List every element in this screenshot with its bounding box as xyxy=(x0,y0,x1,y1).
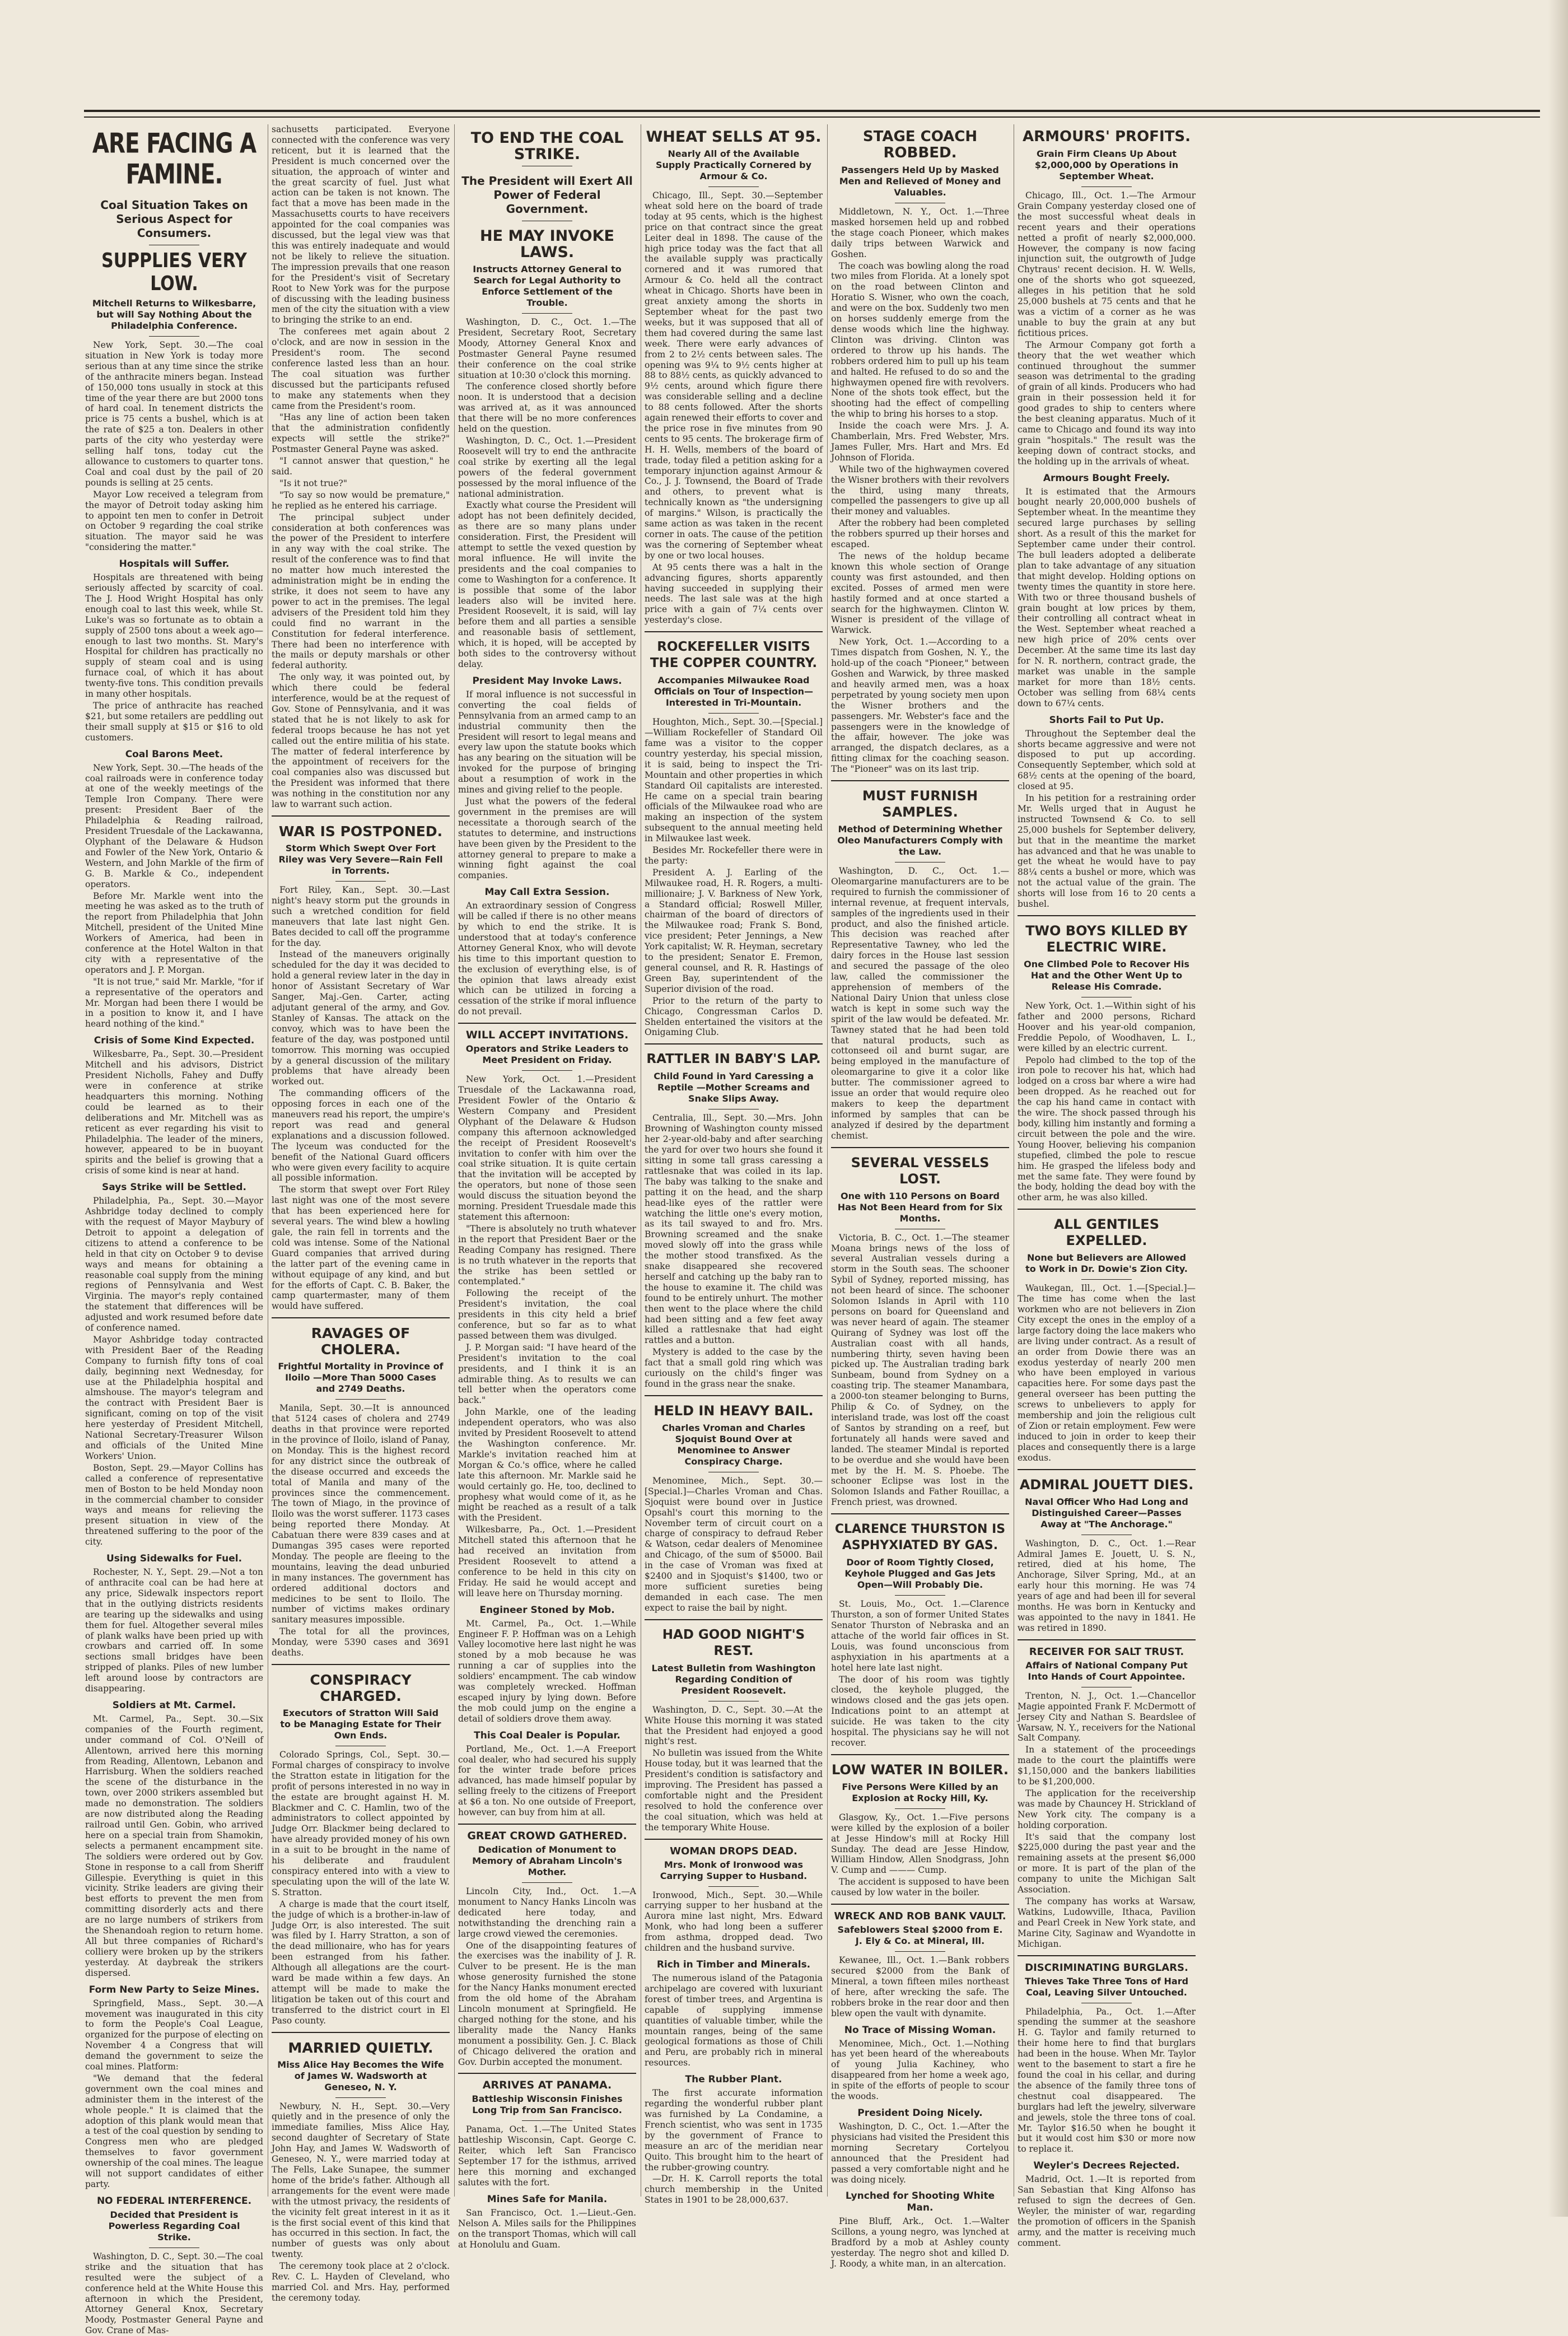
article-paragraph: Madrid, Oct. 1.—It is reported from San Sebastian that King Alfonso has refused to sign the decrees of Gen. Weyler, the minister of war, regarding the promotion of officers in the Spanish army, and the matter is receiving much comment. xyxy=(1018,2174,1196,2248)
deck: Safeblowers Steal $2000 from E. J. Ely & Co. at Mineral, Ill. xyxy=(837,1924,1003,1947)
article-paragraph: Houghton, Mich., Sept. 30.—[Special.]—William Rockefeller of Standard Oil fame was a visitor to the copper country yesterday, his special mission, it is said, being to inspect the Tri-Mountain and other properties in which Standard Oil capitalists are interested. He came on a special train bearing officials of the Milwaukee road who are making an inspection of the system subsequent to the annual meeting held in Milwaukee last week. xyxy=(645,717,823,844)
deck: Mrs. Monk of Ironwood was Carrying Supper to Husband. xyxy=(660,1859,808,1881)
section-subhead: Form New Party to Seize Mines. xyxy=(88,1984,260,1995)
article-paragraph: While two of the highwaymen covered the Wisner brothers with their revolvers the third, using many threats, compelled the passengers to give up all their money and valuables. xyxy=(831,464,1009,517)
headline: ADMIRAL JOUETT DIES. xyxy=(1019,1476,1194,1493)
article-paragraph: The ceremony took place at 2 o'clock. Rev. C. L. Hayden of Cleveland, who married Col. and Mrs. Hay, performed the ceremony today. xyxy=(272,2261,450,2303)
article-paragraph: "It is not true," said Mr. Markle, "for if a representative of the operators and Mr. Morgan had been there I would be in a position to know it, and I have heard nothing of the kind." xyxy=(85,976,263,1029)
section-subhead: NO FEDERAL INTERFERENCE. xyxy=(96,2195,252,2207)
headline: CLARENCE THURSTON IS ASPHYXIATED BY GAS. xyxy=(834,1522,1006,1553)
article-paragraph: The total for all the provinces, Monday, were 5390 cases and 3691 deaths. xyxy=(272,1626,450,1658)
deck: Door of Room Tightly Closed, Keyhole Plugged and Gas Jets Open—Will Probably Die. xyxy=(844,1557,996,1591)
divider xyxy=(831,780,1009,781)
headline: ARE FACING A FAMINE. xyxy=(92,128,256,190)
divider xyxy=(1018,1639,1196,1640)
divider xyxy=(272,815,450,817)
deck: Thieves Take Three Tons of Hard Coal, Leaving Silver Untouched. xyxy=(1024,1975,1189,1998)
article-paragraph: The door of his room was tightly closed, the keyhole plugged, the windows closed and the gas jets open. Indications point to an attempt at suicide. He was taken to the city hospital. The physicians say he will not recover. xyxy=(831,1674,1009,1748)
article-paragraph: Newbury, N. H., Sept. 30.—Very quietly and in the presence of only the immediate families, Miss Alice Hay, second daughter of Secretary of State John Hay, and James W. Wadsworth of Geneseo, N. Y., were married today at The Fells, Lake Sunapee, the summer home of the bride's father. Although all arrangements for the event were made with the utmost privacy, the residents of the vicinity felt great interest in it as it is the first social event of this kind that has occurred in this section. In fact, the number of guests was only about twenty. xyxy=(272,2101,450,2260)
deck: The President will Exert All Power of Federal Government. xyxy=(461,174,633,216)
headline: ROCKEFELLER VISITS THE COPPER COUNTRY. xyxy=(650,640,818,671)
headline: MUST FURNISH SAMPLES. xyxy=(862,788,978,820)
deck: Child Found in Yard Caressing a Reptile —Mother Screams and Snake Slips Away. xyxy=(654,1071,814,1104)
article-paragraph: Rochester, N. Y., Sept. 29.—Not a ton of anthracite coal can be had here at any price, Sidewalk inspectors report that in the outlying districts residents are tearing up the sidewalks and using them for fuel. Altogether several miles of plank walks have been pried up with crowbars and carried off. In some sections small bridges have been stripped of planks. Piles of new lumber left around loose by contractors are disappearing. xyxy=(85,1567,263,1694)
article-paragraph: Exactly what course the President will adopt has not been definitely decided, as there are so many plans under consideration. First, the President will attempt to settle the vexed question by moral influence. He will invite the presidents and the coal companies to come to Washington for a conference. It is possible that some of the labor leaders also will be invited here. President Roosevelt, it is said, will lay before them and all parties a sensible and reasonable basis of settlement, which, it is hoped, will be accepted by both sides to the controversy without delay. xyxy=(458,500,636,669)
divider xyxy=(335,1399,386,1400)
article-paragraph: The coach was bowling along the road two miles from Florida. At a lonely spot on the road between Clinton and Horatio S. Wisner, who own the coach, and were on the box. Suddenly two men on horses suddenly emerge from the dense woods which line the highway. Clinton was driving. Clinton was ordered to throw up his hands. The robbers ordered him to pull up his team and halted. He refused to do so and the highwaymen opened fire with revolvers. None of the shots took effect, but the shooting had the effect of compelling the whip to bring his horses to a stop. xyxy=(831,260,1009,419)
article-paragraph: Colorado Springs, Col., Sept. 30.—Formal charges of conspiracy to involve the Stratton estate in litigation for the profit of persons interested in no way in the estate are brought against H. M. Blackmer and C. C. Hamlin, two of the administrators to collect appointed by Judge Orr. Blackmer being declared to have already provided money of his own in a suit to be brought in the name of his deliberate and fraudulent conspiracy entered into with a view to speculating upon the will of the late W. S. Stratton. xyxy=(272,1750,450,1897)
article-paragraph: Ironwood, Mich., Sept. 30.—While carrying supper to her husband at the Aurora mine last night, Mrs. Edward Monk, who had long been a sufferer from asthma, dropped dead. Two children and the husband survive. xyxy=(645,1890,823,1953)
article-paragraph: Just what the powers of the federal government in the premises are will necessitate a thorough search of the statutes to determine, and instructions have been given by the President to the attorney general to prepare to make a winning fight against the coal companies. xyxy=(458,796,636,881)
article-paragraph: An extraordinary session of Congress will be called if there is no other means by which to end the strike. It is understood that at today's conference Attorney General Knox, who will devote his time to this important question to the exclusion of everything else, is of the opinion that laws already exist which can be utilized in forcing a cessation of the strike if moral influence do not prevail. xyxy=(458,901,636,1017)
article-paragraph: The news of the holdup became known this whole section of Orange county was first astounded, and then excited. Posses of armed men were hastily formed and at once started a search for the highwaymen. Clinton W. Wisner is president of the village of Warwick. xyxy=(831,551,1009,636)
article-paragraph: Menominee, Mich., Sept. 30.—[Special.]—Charles Vroman and Chas. Sjoquist were bound over in Justice Opsahl's court this morning to the November term of circuit court on a charge of conspiracy to defraud Reber & Watson, cedar dealers of Menominee and Chicago, of the sum of $5000. Bail in the case of Vroman was fixed at $2400 and in Sjoquist's $1400, two or more sufficient sureties being demanded in each case. The men expect to raise the bail by night. xyxy=(645,1475,823,1613)
article-paragraph: The principal subject under consideration at both conferences was the power of the President to interfere in any way with the coal strike. The result of the conference was to find that no matter how much interested the administration might be in ending the strike, it does not seem to have any power to act in the premises. The legal advisers of the President told him they could find no warrant in the Constitution for federal interference. There had been no interference with the mails or deputy marshals or other federal authority. xyxy=(272,512,450,671)
deck: Storm Which Swept Over Fort Riley was Very Severe—Rain Fell in Torrents. xyxy=(278,843,443,876)
column-6 xyxy=(1018,124,1196,2248)
article-paragraph: The first accurate information regarding the wonderful rubber plant was furnished by La Condamine, a French scientist, who was sent in 1735 by the government of France to measure an arc of the meridian near Quito. This brought him to the heart of the rubber-growing country. xyxy=(645,2088,823,2172)
headline: RATTLER IN BABY'S LAP. xyxy=(646,1052,821,1067)
divider xyxy=(458,2073,636,2074)
headline: DISCRIMINATING BURGLARS. xyxy=(1025,1961,1188,1974)
article-paragraph: New York, Sept. 30.—The heads of the coal railroads were in conference today at one of the weekly meetings of the Temple Iron Company. There were present: President Baer of the Philadelphia & Reading railroad, President Truesdale of the Lackawanna, Olyphant of the Delaware & Hudson and Fowler of the New York, Ontario & Western, and John Markle of the firm of G. B. Markle & Co., independent operators. xyxy=(85,762,263,889)
deck: Battleship Wisconsin Finishes Long Trip from San Francisco. xyxy=(472,2093,623,2116)
divider xyxy=(708,1886,759,1887)
article-paragraph: The accident is supposed to have been caused by low water in the boiler. xyxy=(831,1877,1009,1898)
article-paragraph: It's said that the company lost $225,000 during the past year and the remaining assets at the present $6,000 or more. It is part of the plan of the company to unite the Michigan Salt Association. xyxy=(1018,1831,1196,1895)
headline: RAVAGES OF CHOLERA. xyxy=(311,1325,410,1358)
divider xyxy=(1018,915,1196,916)
column-3 xyxy=(458,124,636,2250)
article-paragraph: Mt. Carmel, Pa., Sept. 30.—Six companies of the Fourth regiment, under command of Col. O'Neill of Allentown, arrived here this morning from Reading, Allentown, Lebanon and Harrisburg. When the soldiers reached the scene of the disturbance in the town, over 2000 strikers assembled but made no demonstration. The soldiers are now distributed along the Reading railroad until Gen. Gobin, who arrived here on a special train from Shamokin, selects a permanent encampment site. The soldiers were ordered out by Gov. Stone in response to a call from Sheriff Gillespie. Everything is quiet in this vicinity. Strike leaders are giving their best efforts to prevent the men from committing disorderly acts and there are no large numbers of strikers from the Shenandoah region to return home. All but three companies of Richard's colliery were broken up by the strikers yesterday. At daybreak the strikers dispersed. xyxy=(85,1713,263,1978)
divider xyxy=(1081,186,1132,187)
article-paragraph: Chicago, Ill., Sept. 30.—September wheat sold here on the board of trade today at 95 cents, which is the highest price on that contract since the great Leiter deal in 1898. The cause of the high price today was the fact that all the available supply was practically cornered and it was rumored that Armour & Co. held all the contract wheat in Chicago. Shorts have been in great anxiety among the shorts in September wheat for the past two weeks, but it was supposed that all of them had covered during the same last week. There were early advances of from 2 to 2½ cents between sales. The opening was 9¼ to 9½ cents higher at 88 to 88½ cents, as quickly advanced to 9½ cents, around which figure there was considerable selling and a decline to 88 cents followed. After the shorts again renewed their efforts to cover and the price rose in five minutes from 90 cents to 95 cents. The brokerage firm of H. H. Wells, members of the board of trade, today filed a petition asking for a temporary injunction against Armour & Co., J. J. Townsend, the Board of Trade and others, to prevent what is technically known as "the undersigning of margins." Wilson, is practically the same action as was taken in the recent corner in oats. The cause of the petition was the cornering of September wheat by one or two local houses. xyxy=(645,190,823,561)
article-paragraph: Manila, Sept. 30.—It is announced that 5124 cases of cholera and 2749 deaths in that province were reported in the province of Iloilo, island of Panay, on Monday. This is the highest record for any district since the outbreak of the disease occurred and exceeds the total of Manila and many of the provinces since the commencement. The town of Miago, in the province of Iloilo was the worst sufferer. 1173 cases being reported there Monday. At Cabatuan there were 839 cases and at Dumangas 395 cases were reported Monday. The people are fleeing to the mountains, leaving the dead unburied in many instances. The government has ordered additional doctors and medicines to be sent to Iloilo. The number of victims makes ordinary sanitary measures impossible. xyxy=(272,1403,450,1625)
article-paragraph: The storm that swept over Fort Riley last night was one of the most severe that has been experienced here for several years. The wind blew a howling gale, the rain fell in torrents and the cold was intense. Some of the National Guard companies that arrived during the latter part of the evening came in without equipage of any kind, and but for the efforts of Capt. C. B. Baker, the camp quartermaster, many of them would have suffered. xyxy=(272,1185,450,1312)
divider xyxy=(458,1824,636,1825)
divider xyxy=(1081,1279,1132,1280)
article-paragraph: Wilkesbarre, Pa., Sept. 30.—President Mitchell and his advisors, District President Nicholls, Fahey and Duffy were in conference at strike headquarters this morning. Nothing could be learned as to their deliberations and Mr. Mitchell was as reticent as ever regarding his visit to Philadelphia. The leader of the miners, however, appeared to be in buoyant spirits and the belief is growing that a crisis of some kind is near at hand. xyxy=(85,1049,263,1176)
headline: TWO BOYS KILLED BY ELECTRIC WIRE. xyxy=(1025,923,1188,955)
deck: Naval Officer Who Had Long and Distinguished Career—Passes Away at "The Anchorage." xyxy=(1025,1496,1188,1530)
section-subhead: The Rubber Plant. xyxy=(685,2074,782,2086)
divider xyxy=(831,1147,1009,1148)
section-subhead: President Doing Nicely. xyxy=(857,2107,983,2119)
headline: WAR IS POSTPONED. xyxy=(278,823,443,840)
article-paragraph: Centralia, Ill., Sept. 30.—Mrs. John Browning of Washington county missed her 2-year-old-baby and after searching the yard for over two hours she found it sitting in some tall grass caressing a rattlesnake that was coiled in its lap. The baby was talking to the snake and patting it on the head, and the sharp head-like eyes of the rattler were watching the little one's every motion, as its tail swayed to and fro. Mrs. Browning screamed and the snake moved slowly off into the grass while the mother stood transfixed. As the snake disappeared she recovered herself and catching up the baby ran to the house to examine it. The child was found to be entirely unhurt. The mother then went to the place where the child had been sitting and a few feet away killed a rattlesnake that had eight rattles and a button. xyxy=(645,1113,823,1346)
deck: Frightful Mortality in Province of Iloilo —More Than 5000 Cases and 2749 Deaths. xyxy=(278,1361,444,1395)
headline: HELD IN HEAVY BAIL. xyxy=(654,1402,814,1419)
article-paragraph: The Armour Company got forth a theory that the wet weather which continued throughout the summer season was detrimental to the grading of grain of all kinds. Producers who had grain in their possession held it for good grades to ship to centers where the best cleaning apparatus. Much of it came to Chicago and found its way into grain "hospitals." The result was the keeping down of contract stocks, and the holding up in the arrivals of wheat. xyxy=(1018,339,1196,467)
divider xyxy=(895,1951,945,1952)
deck: Accompanies Milwaukee Road Officials on Tour of Inspection—Interested in Tri-Mountain. xyxy=(654,675,814,708)
article-paragraph: Inside the coach were Mrs. J. A. Chamberlain, Mrs. Fred Webster, Mrs. James Fuller, Mrs. Hart and Mrs. Ed Johnson of Florida. xyxy=(831,421,1009,463)
section-subhead: Armours Bought Freely. xyxy=(1043,472,1170,484)
article-paragraph: Springfield, Mass., Sept. 30.—A movement was inaugurated in this city to form the People's Coal League, organized for the purpose of electing on November 4 a Congress that will demand the government to seize the coal mines. Platform: xyxy=(85,1998,263,2072)
section-subhead: Weyler's Decrees Rejected. xyxy=(1033,2160,1180,2172)
divider xyxy=(895,1595,945,1596)
article-paragraph: New York, Sept. 30.—The coal situation in New York is today more serious than at any time since the strike of the anthracite miners began. Instead of 150,000 tons usually in stock at this time of the year there are but 2000 tons of hard coal. In tenement districts the price is 75 cents a bushel, which is at the rate of $25 a ton. Dealers in other parts of the city who yesterday were selling half tons, today cut the allowance to customers to quarter tons. Coal and coal dust by the pail of 20 pounds is selling at 25 cents. xyxy=(85,340,263,488)
deck: Latest Bulletin from Washington Regarding Condition of President Roosevelt. xyxy=(651,1662,816,1696)
deck: One with 110 Persons on Board Has Not Been Heard from for Six Months. xyxy=(837,1190,1003,1224)
article-paragraph: At 95 cents there was a halt in the advancing figures, shorts apparently having succeeded in supplying their needs. The last sale was at the high price with a gain of 7¼ cents over yesterday's close. xyxy=(645,562,823,626)
article-paragraph: Besides Mr. Rockefeller there were in the party: xyxy=(645,845,823,866)
article-paragraph: Menominee, Mich., Oct. 1.—Nothing has yet been heard of the whereabouts of young Julia Kachiney, who disappeared from her home a week ago, in spite of the efforts of people to scour the woods. xyxy=(831,2038,1009,2102)
section-subhead: Using Sidewalks for Fuel. xyxy=(106,1553,242,1565)
article-paragraph: Washington, D. C., Oct. 1.—The President, Secretary Root, Secretary Moody, Attorney General Knox and Postmaster General Payne resumed their conference on the coal strike situation at 10:30 o'clock this morning. xyxy=(458,317,636,380)
masthead-rule xyxy=(84,110,1540,118)
headline: TO END THE COAL STRIKE. xyxy=(470,129,624,163)
deck: Miss Alice Hay Becomes the Wife of James W. Wadsworth at Geneseo, N. Y. xyxy=(277,2059,444,2092)
deck: Dedication of Monument to Memory of Abraham Lincoln's Mother. xyxy=(472,1844,622,1877)
divider xyxy=(149,336,199,337)
article-paragraph: One of the disappointing features of the exercises was the inability of J. R. Culver to be present. He is the man whose generosity furnished the stone for the Nancy Hanks monument erected from the old home of the Abraham Lincoln monument at Springfield. He charged nothing for the stone, and his liberality made the Nancy Hanks monument a possibility. Gen. J. C. Black of Chicago delivered the oration and Gov. Durbin accepted the monument. xyxy=(458,1940,636,2067)
column-4 xyxy=(645,124,823,2206)
divider xyxy=(645,1619,823,1620)
article-paragraph: Instead of the maneuvers originally scheduled for the day it was decided to hold a general review later in the day in honor of Assistant Secretary of War Sanger, Maj.-Gen. Carter, acting adjutant general of the army, and Gov. Stanley of Kansas. The attack on the convoy, which was to have been the feature of the day, was postponed until tomorrow. This morning was occupied by a general discussion of the military problems that have already been worked out. xyxy=(272,949,450,1087)
divider xyxy=(1018,1469,1196,1470)
section-subhead: This Coal Dealer is Popular. xyxy=(474,1729,620,1741)
article-paragraph: —Dr. H. K. Carroll reports the total church membership in the United States in 1901 to be 28,000,637. xyxy=(645,2174,823,2206)
article-paragraph: "To say so now would be premature," he replied as he entered his carriage. xyxy=(272,489,450,511)
article-paragraph: Fort Riley, Kan., Sept. 30.—Last night's heavy storm put the grounds in such a wretched condition for field maneuvers that late last night Gen. Bates decided to call off the programme for the day. xyxy=(272,885,450,948)
page-edge-shadow xyxy=(1548,0,1568,2217)
subhead: SUPPLIES VERY LOW. xyxy=(101,249,247,296)
article-paragraph: President A. J. Earling of the Milwaukee road, H. R. Rogers, a multi-millionaire; J. V. Barkness of New York, a Standard official; Roswell Miller, chairman of the board of directors of the Milwaukee road; Frank S. Bond, vice president; Peter Jennings, a New York capitalist; W. R. Heyman, secretary to the president; Senator E. Fremon, general counsel, and R. R. Hastings of Green Bay, superintendent of the Superior division of the road. xyxy=(645,867,823,994)
divider xyxy=(1018,1209,1196,1210)
divider xyxy=(272,1317,450,1318)
article-paragraph: Before Mr. Markle went into the meeting he was asked as to the truth of the report from Philadelphia that John Mitchell, president of the United Mine Workers of America, had been in conference at the Hotel Walton in that city with a representative of the operators and J. P. Morgan. xyxy=(85,890,263,975)
section-subhead: No Trace of Missing Woman. xyxy=(844,2024,996,2036)
article-paragraph: The company has works at Warsaw, Watkins, Ludowville, Ithaca, Pavilion and Pearl Creek in New York state, and Marine City, Saginaw and Wyandotte in Michigan. xyxy=(1018,1896,1196,1949)
section-subhead: Mines Safe for Manila. xyxy=(487,2193,608,2205)
article-paragraph: New York, Oct. 1.—Within sight of his father and 2000 persons, Richard Hoover and his year-old companion, Freddie Pepolo, of Woodhaven, L. I., were killed by an electric current. xyxy=(1018,1001,1196,1053)
section-subhead: Lynched for Shooting White Man. xyxy=(845,2190,995,2214)
article-paragraph: A charge is made that the court itself, the judge of which is a brother-in-law of Judge Orr, is also interested. The suit was filed by I. Harry Stratton, a son of the dead millionaire, who has for years been estranged from his father. Although all allegations are the court-ward be made within a few days. An attempt will be made to make the litigation be taken out of this court and transferred to the district court in El Paso county. xyxy=(272,1899,450,2026)
article-paragraph: "We demand that the federal government own the coal mines and administer them in the interest of the whole people." It is claimed that the adoption of this plank would mean that a test of the coal question by sending to Congress men who are pledged themselves to favor government ownership of the coal mines. The league will not support candidates of either party. xyxy=(85,2073,263,2189)
article-paragraph: New York, Oct. 1.—According to a Times dispatch from Goshen, N. Y., the hold-up of the coach "Pioneer," between Goshen and Warwick, by three masked and heavily armed men, was a hoax perpetrated by young society men upon the Wisner brothers and the passengers. Mr. Webster's face and the passengers were in the knowledge of the affair, however. The joke was arranged, the dispatch declares, as a fitting climax for the coaching season. The "Pioneer" was on its last trip. xyxy=(831,637,1009,775)
deck: Operators and Strike Leaders to Meet President on Friday. xyxy=(465,1043,629,1066)
deck: Affairs of National Company Put Into Hands of Court Appointee. xyxy=(1025,1659,1188,1682)
article-paragraph: Wilkesbarre, Pa., Oct. 1.—President Mitchell stated this afternoon that he had received an invitation from President Roosevelt to attend a conference to be held in this city on Friday. He said he would accept and will leave here on Thursday morning. xyxy=(458,1524,636,1598)
article-paragraph: Washington, D. C., Oct. 1.—Rear Admiral James E. Jouett, U. S. N., retired, died at his home, The Anchorage, Silver Spring, Md., at an early hour this morning. He was 74 years of age and had been ill for several months. He was born in Kentucky and was appointed to the navy in 1841. He was retired in 1890. xyxy=(1018,1538,1196,1633)
article-paragraph: John Markle, one of the leading independent operators, who was also invited by President Roosevelt to attend the Washington conference. Mr. Markle's invitation reached him at Morgan & Co.'s office, where he called late this afternoon. Mr. Markle said he would certainly go. He, too, declined to prophesy what would come of it, as he might be reached as a result of a talk with the President. xyxy=(458,1407,636,1523)
section-subhead: President May Invoke Laws. xyxy=(472,675,622,687)
article-paragraph: Pepolo had climbed to the top of the iron pole to recover his hat, which had lodged on a cross bar where a wire had been dropped. As he reached out for the cap his hand came in contact with the wire. The shock passed through his body, killing him instantly and forming a circuit between the pole and the wire. Young Hoover, believing his companion stupefied, climbed the pole to rescue him. He grasped the lifeless body and met the same fate. They were found by the body, holding the dead boy with the other arm, he was also killed. xyxy=(1018,1055,1196,1203)
divider xyxy=(1018,1955,1196,1956)
article-paragraph: Mayor Low received a telegram from the mayor of Detroit today asking him to appoint ten men to confer in Detroit on October 9 regarding the coal strike situation. The mayor said he was "considering the matter." xyxy=(85,489,263,553)
deck: Method of Determining Whether Oleo Manufacturers Comply with the Law. xyxy=(837,824,1003,857)
article-paragraph: After the robbery had been completed the robbers spurred up their horses and escaped. xyxy=(831,518,1009,550)
headline: CONSPIRACY CHARGED. xyxy=(310,1672,412,1704)
section-subhead: Hospitals will Suffer. xyxy=(119,558,230,570)
section-subhead: May Call Extra Session. xyxy=(484,887,610,898)
article-paragraph: St. Louis, Mo., Oct. 1.—Clarence Thurston, a son of former United States Senator Thurston of Nebraska and an attache of the world fair offices in St. Louis, was found unconscious from asphyxiation in his apartments at a hotel here late last night. xyxy=(831,1599,1009,1673)
article-paragraph: Kewanee, Ill., Oct. 1.—Bank robbers secured $2000 from the Bank of Mineral, a town fifteen miles northeast of here, after wrecking the safe. The robbers broke in the rear door and then blew open the vault with dynamite. xyxy=(831,1955,1009,2018)
divider xyxy=(645,1043,823,1045)
headline: HAD GOOD NIGHT'S REST. xyxy=(662,1627,805,1658)
article-paragraph: San Francisco, Oct. 1.—Lieut.-Gen. Nelson A. Miles sails for the Philippines on the transport Thomas, which will call at Honolulu and Guam. xyxy=(458,2207,636,2250)
article-paragraph: Glasgow, Ky., Oct. 1.—Five persons were killed by the explosion of a boiler at Jesse Hindow's mill at Rocky Hill Sunday. The dead are Jesse Hindow, William Hindow, Allen Snodgrass, John V. Cump and ——— Cump. xyxy=(831,1812,1009,1876)
deck: One Climbed Pole to Recover His Hat and the Other Went Up to Release His Comrade. xyxy=(1024,959,1189,992)
article-paragraph: Philadelphia, Pa., Sept. 30.—Mayor Ashbridge today declined to comply with the request of Mayor Maybury of Detroit to appoint a delegation of citizens to attend a conference to be held in that city on October 9 to devise ways and means for obtaining a reasonable coal supply from the mining regions of Pennsylvania and West Virginia. The mayor's reply contained the statement that differences will be adjusted and work resumed before date of conference named. xyxy=(85,1196,263,1333)
article-paragraph: Boston, Sept. 29.—Mayor Collins has called a conference of representative men of Boston to be held Monday noon in the commercial chamber to consider ways and means for relieving the present situation in view of the threatened suffering to the poor of the city. xyxy=(85,1462,263,1547)
article-paragraph: Throughout the September deal the shorts became aggressive and were not disposed to put up according. Consequently September, which sold at 68½ cents at the opening of the board, closed at 95. xyxy=(1018,728,1196,792)
article-paragraph: Following the receipt of the President's invitation, the coal presidents in this city held a brief conference, but so far as to what passed between them was divulged. xyxy=(458,1288,636,1341)
article-paragraph: Mt. Carmel, Pa., Oct. 1.—While Engineer F. P. Hoffman was on a Lehigh Valley locomotive here last night he was stoned by a mob because he was running a car of supplies into the soldiers' encampment. The cab window was completely wrecked. Hoffman escaped injury by lying down. Before the mob could jump on the engine a detail of soldiers drove them away. xyxy=(458,1618,636,1724)
article-paragraph: Pine Bluff, Ark., Oct. 1.—Walter Scillons, a young negro, was lynched at Bradford by a mob at Ashley county yesterday. The negro shot and killed D. J. Roody, a white man, in an altercation. xyxy=(831,2216,1009,2269)
divider xyxy=(645,631,823,632)
article-paragraph: Chicago, Ill., Oct. 1.—The Armour Grain Company yesterday closed one of the most successful wheat deals in recent years and their operations netted a profit of nearly $2,000,000. However, the company is now facing injunction suit, the outgrowth of Judge Chytraus' recent decision. H. W. Wells, one of the shorts who got squeezed, alleges in his petition that he sold 25,000 bushels at 75 cents and that he was a victim of a corner as he was unable to buy the grain at any but fictitious prices. xyxy=(1018,190,1196,338)
article-paragraph: "I cannot answer that question," he said. xyxy=(272,456,450,477)
article-paragraph: Panama, Oct. 1.—The United States battleship Wisconsin, Capt. George C. Reiter, which left San Francisco September 17 for the isthmus, arrived here this morning and exchanged salutes with the fort. xyxy=(458,2124,636,2188)
headline: RECEIVER FOR SALT TRUST. xyxy=(1029,1645,1184,1658)
article-paragraph: Portland, Me., Oct. 1.—A Freeport coal dealer, who had secured his supply for the winter trade before prices advanced, has made himself popular by selling freely to the citizens of Freeport at $6 a ton. No one outside of Freeport, however, can buy from him at all. xyxy=(458,1743,636,1818)
article-paragraph: In his petition for a restraining order Mr. Wells urged that in August he instructed Townsend & Co. to sell 25,000 bushels for September delivery, but that in the meantime the market has advanced and that he was unable to get the wheat he would have to pay 88¼ cents a bushel or more, which was not the actual value of the grain. The shorts will lose from 16 to 20 cents a bushel. xyxy=(1018,793,1196,910)
deck: Instructs Attorney General to Search for Legal Authority to Enforce Settlement of the Trouble. xyxy=(473,264,622,308)
headline: WRECK AND ROB BANK VAULT. xyxy=(834,1910,1006,1923)
headline: LOW WATER IN BOILER. xyxy=(831,1761,1009,1778)
article-paragraph: Washington, D. C., Sept. 30.—The coal strike and the situation that has resulted were the subject of a conference held at the White House this afternoon in which the President, Attorney General Knox, Secretary Moody, Postmaster General Payne and Gov. Crane of Mas- xyxy=(85,2251,263,2336)
article-paragraph: The commanding officers of the opposing forces in each one of the maneuvers read his report, the umpire's report was read and general explanations and a discussion followed. The lyceum was conducted for the benefit of the National Guard officers who were given every facility to acquire all possible information. xyxy=(272,1088,450,1183)
article-paragraph: If moral influence is not successful in converting the coal fields of Pennsylvania from an armed camp to an industrial community then the President will resort to legal means and every law upon the statute books which has any bearing on the situation will be invoked for the purpose of bringing about a resumption of work in the mines and giving relief to the people. xyxy=(458,689,636,795)
headline: WOMAN DROPS DEAD. xyxy=(670,1845,797,1857)
article-paragraph: Washington, D. C., Oct. 1.—After the physicians had visited the President this morning Secretary Cortelyou announced that the President had passed a very comfortable night and he was doing nicely. xyxy=(831,2121,1009,2185)
divider xyxy=(645,1395,823,1396)
deck: None but Believers are Allowed to Work in Dr. Dowie's Zion City. xyxy=(1025,1252,1188,1275)
divider xyxy=(708,713,759,714)
article-paragraph: The price of anthracite has reached $21, but some retailers are peddling out their small supply at $15 or $16 to old customers. xyxy=(85,701,263,743)
divider xyxy=(831,1513,1009,1514)
headline: GREAT CROWD GATHERED. xyxy=(467,1830,627,1842)
divider xyxy=(458,1023,636,1024)
divider xyxy=(708,186,759,187)
divider xyxy=(895,1808,945,1809)
article-paragraph: Lincoln City, Ind., Oct. 1.—A monument to Nancy Hanks Lincoln was dedicated here today, and notwithstanding the drenching rain a large crowd viewed the ceremonies. xyxy=(458,1886,636,1939)
column-2 xyxy=(272,124,450,2303)
deck: Decided that President is Powerless Regarding Coal Strike. xyxy=(108,2209,240,2242)
deck: Executors of Stratton Will Said to be Managing Estate for Their Own Ends. xyxy=(280,1708,441,1741)
headline: ALL GENTILES EXPELLED. xyxy=(1054,1216,1159,1249)
article-paragraph: The application for the receivership was made by Chauncey H. Strickland of New York city. The company is a holding corporation. xyxy=(1018,1788,1196,1830)
article-paragraph: Middletown, N. Y., Oct. 1.—Three masked horsemen held up and robbed the stage coach Pioneer, which makes daily trips between Warwick and Goshen. xyxy=(831,207,1009,259)
column-divider xyxy=(454,124,455,2197)
article-paragraph: Hospitals are threatened with being seriously affected by scarcity of coal. The J. Hood Wright Hospital has only enough coal to last this week, while St. Luke's was so fortunate as to obtain a supply of 2500 tons about a week ago—enough to last two months. St. Mary's Hospital for children has practically no supply of steam coal and is using furnace coal, of which it has about twenty-five tons. This condition prevails in many other hospitals. xyxy=(85,572,263,700)
article-paragraph: Prior to the return of the party to Chicago, Congressman Carlos D. Shelden entertained the visitors at the Onigaming Club. xyxy=(645,995,823,1038)
deck: Passengers Held Up by Masked Men and Relieved of Money and Valuables. xyxy=(839,165,1001,198)
article-paragraph: Mayor Ashbridge today contracted with President Baer of the Reading Company to furnish fifty tons of coal daily, beginning next Wednesday, for use at the Philadelphia hospital and almshouse. The mayor's telegram and the contract with President Baer is significant, coming on top of the visit here yesterday of President Mitchell, National Secretary-Treasurer Wilson and officials of the United Mine Workers' Union. xyxy=(85,1334,263,1461)
divider xyxy=(522,2120,572,2121)
divider xyxy=(272,2032,450,2033)
article-paragraph: Washington, D. C., Sept. 30.—At the White House this morning it was stated that the President had enjoyed a good night's rest. xyxy=(645,1704,823,1747)
article-paragraph: "Has any line of action been taken that the administration confidently expects will settle the strike?" Postmaster General Payne was asked. xyxy=(272,412,450,455)
divider xyxy=(522,313,572,314)
divider xyxy=(522,1070,572,1071)
section-subhead: Crisis of Some Kind Expected. xyxy=(94,1035,255,1047)
article-paragraph: Trenton, N. J., Oct. 1.—Chancellor Magie appointed Frank F. McDermott of Jersey City and Nathan S. Beardslee of Warsaw, N. Y., receivers for the National Salt Company. xyxy=(1018,1690,1196,1743)
divider xyxy=(831,1754,1009,1755)
deck: Mitchell Returns to Wilkesbarre, but will Say Nothing About the Philadelphia Conference. xyxy=(92,298,256,331)
article-paragraph: J. P. Morgan said: "I have heard of the President's invitation to the coal presidents, and I think it is an admirable thing. As to results we can tell better when the operators come back." xyxy=(458,1342,636,1406)
headline: MARRIED QUIETLY. xyxy=(288,2039,433,2056)
divider xyxy=(522,1882,572,1883)
headline: ARMOURS' PROFITS. xyxy=(1023,128,1191,145)
article-paragraph: Waukegan, Ill., Oct. 1.—[Special.]—The time has come when the last workmen who are not believers in Zion City except the ones in the employ of a large factory doing the lace makers who are living under contract. As a result of an order from Dowie there was an exodus yesterday of nearly 200 men who have been employed in various capacities here. For some days past the general overseer has been putting the screws to unbelievers to apply for membership and join the religious cult of Zion or retain employment. Few were induced to join in order to keep their places and consequently there is a large exodus. xyxy=(1018,1283,1196,1463)
article-paragraph: "Is it not true?" xyxy=(279,478,347,488)
deck: Nearly All of the Available Supply Practically Cornered by Armour & Co. xyxy=(655,148,812,181)
article-paragraph: Victoria, B. C., Oct. 1.—The steamer Moana brings news of the loss of several Australian vessels during a storm in the South seas. The schooner Sybil of Sydney, reported missing, has not been heard of since. The schooner Solomon Islands in April with 110 persons on board for Queensland and was never heard of again. The steamer Quirang of Sydney was lost off the Australian coast with all hands, numbering thirty, seven having been picked up. The Australian trading bark Sunbeam, bound from Sydney on a coasting trip. The steamer Manambara, a 2000-ton steamer belonging to Burns, Philip & Co. of Sydney, on the interisland trade, was lost off the coast of Santos by stranding on a reef, but fortunately all hands were saved and landed. The steamer Mindal is reported to be overdue and she would have been met by the H. M. S. Phoebe. The schooner Eclipse was lost in the Solomon Islands and Father Rouillac, a French priest, was drowned. xyxy=(831,1232,1009,1508)
divider xyxy=(335,881,386,882)
section-subhead: Engineer Stoned by Mob. xyxy=(479,1604,615,1616)
deck: Charles Vroman and Charles Sjoquist Bound Over at Menominee to Answer Conspiracy Charge. xyxy=(662,1422,805,1467)
article-paragraph: The only way, it was pointed out, by which there could be federal interference, would be at the request of Gov. Stone of Pennsylvania, and it was stated that he is not likely to ask for federal troops because he has not yet called out the entire militia of his state. The matter of federal interference by the appointment of receivers for the coal companies also was discussed but the President was informed that there was nothing in the constitution nor any law to warrant such action. xyxy=(272,672,450,810)
article-paragraph: Philadelphia, Pa., Oct. 1.—After spending the summer at the seashore H. G. Taylor and family returned to their home here to find that burglars had been in the house. When Mr. Taylor went to the basement to start a fire he found the coal in his cellar, and during the absence of the family three tons of chestnut coal disappeared. The burglars had left the jewelry, silverware and jewels, stole the three tons of coal. Mr. Taylor $16.50 when he bought it but it would cost him $30 or more now to replace it. xyxy=(1018,2006,1196,2155)
divider xyxy=(831,1904,1009,1905)
article-paragraph: Mystery is added to the case by the fact that a small gold ring which was curiously on the child's finger was found in the grass near the snake. xyxy=(645,1347,823,1389)
deck: Coal Situation Takes on Serious Aspect for Consumers. xyxy=(100,198,248,240)
divider xyxy=(645,1839,823,1840)
article-paragraph: The conferees met again about 2 o'clock, and are now in session in the President's room. The second conference lasted less than an hour. The coal situation was further discussed but the participants refused to make any statements when they came from the President's room. xyxy=(272,327,450,411)
article-paragraph: In a statement of the proceedings made to the court the plaintiffs were $1,150,000 and the bankers liabilities to be $1,200,000. xyxy=(1018,1745,1196,1787)
article-paragraph: It is estimated that the Armours bought nearly 20,000,000 bushels of September wheat. In the meantime they secured large purchases by selling short. As a result of this the market for September came under their control. The bull leaders adopted a deliberate plan to take advantage of any situation that might develop. Holding options on twenty times the quantity in store here. With two or three thousand bushels of grain bought at low prices by them, their controlling all contract wheat in the West. September wheat reached a new high price of 20% cents over December. At the same time its last day for N. R. northern, contract grade, the market was unable in the sample market for more than 18½ cents. October was selling from 68¼ cents down to 67¼ cents. xyxy=(1018,486,1196,708)
headline: SEVERAL VESSELS LOST. xyxy=(851,1154,990,1187)
section-subhead: Says Strike will be Settled. xyxy=(102,1182,246,1193)
deck: Five Persons Were Killed by an Explosion at Rocky Hill, Ky. xyxy=(842,1781,998,1803)
article-paragraph: New York, Oct. 1.—President Truesdale of the Lackawanna road, President Fowler of the Ontario & Western Company and President Olyphant of the Delaware & Hudson company this afternoon acknowledged the receipt of President Roosevelt's invitation to confer with him over the coal strike situation. It is quite certain that the invitation will be accepted by the operators, but none of those seen would discuss the situation beyond the morning. President Truesdale made this statement this afternoon: xyxy=(458,1074,636,1222)
article-paragraph: The conference closed shortly before noon. It is understood that a decision was arrived at, as it was announced that there will be no more conferences held on the question. xyxy=(458,381,636,435)
article-paragraph: No bulletin was issued from the White House today, but it was learned that the President's condition is satisfactory and improving. The President has passed a comfortable night and the President resolved to hold the conference over the coal situation, which was held at the temporary White House. xyxy=(645,1748,823,1833)
article-paragraph: The numerous island of the Patagonia archipelago are covered with luxuriant forest of timber trees, and Argentina is capable of supplying immense quantities of valuable timber, while the mountain ranges, being of the same geological formations as those of Chili and Peru, are probably rich in mineral resources. xyxy=(645,1973,823,2068)
column-divider xyxy=(827,124,828,2197)
headline: ARRIVES AT PANAMA. xyxy=(482,2079,612,2092)
deck: Grain Firm Cleans Up About $2,000,000 by Operations in September Wheat. xyxy=(1034,148,1179,181)
section-subhead: Rich in Timber and Minerals. xyxy=(656,1959,811,1970)
column-5 xyxy=(831,124,1009,2269)
headline: STAGE COACH ROBBED. xyxy=(862,128,978,161)
divider xyxy=(272,1664,450,1665)
section-subhead: Coal Barons Meet. xyxy=(125,748,223,760)
article-paragraph: Washington, D. C., Oct. 1.—Oleomargarine manufacturers are to be required to furnish the commissioner of internal revenue, at frequent intervals, samples of the ingredients used in their product, and also the finished article. This decision was reached after Representative Tawney, who led the dairy forces in the House last session and secured the passage of the oleo law, called the commissioner the apprehension of members of the National Dairy Union that unless close watch is kept in some such way the spirit of the law would be defeated. Mr. Tawney stated that he had been told that natural products, such as cottonseed oil and burnt sugar, are being employed in the manufacture of oleomargarine to give it a color like butter. The commissioner agreed to issue an order that would require oleo makers to keep the department informed by samples that can be analyzed if desired by the department chemist. xyxy=(831,866,1009,1141)
divider xyxy=(335,2097,386,2098)
section-subhead: Soldiers at Mt. Carmel. xyxy=(112,1699,236,1711)
article-paragraph: sachusetts participated. Everyone connected with the conference was very reticent, but it is learned that the President is much concerned over the situation, the approach of winter and the great scarcity of fuel. Just what action can be taken is not known. The fact that a move has been made in the Massachusetts courts to have receivers appointed for the coal companies was discussed, but the legal view was that this was entirely inadequate and would not be likely to relieve the situation. The impression prevails that one reason for the President's visit of Secretary Root to New York was for the purpose of discussing with the leading business men of the city the situation with a view to bringing the strike to an end. xyxy=(272,124,450,325)
article-paragraph: "There is absolutely no truth whatever in the report that President Baer or the Reading Company has resigned. There is no truth whatever in the reports that the strike has been settled or contemplated." xyxy=(458,1223,636,1287)
column-1 xyxy=(85,124,263,2336)
headline: WILL ACCEPT INVITATIONS. xyxy=(465,1029,629,1042)
section-subhead: Shorts Fail to Put Up. xyxy=(1049,714,1164,726)
headline: WHEAT SELLS AT 95. xyxy=(646,128,822,146)
article-paragraph: Washington, D. C., Oct. 1.—President Roosevelt will try to end the anthracite coal strike by exerting all the legal powers of the federal government possessed by the moral influence of the national administration. xyxy=(458,435,636,499)
subhead: HE MAY INVOKE LAWS. xyxy=(480,227,614,261)
